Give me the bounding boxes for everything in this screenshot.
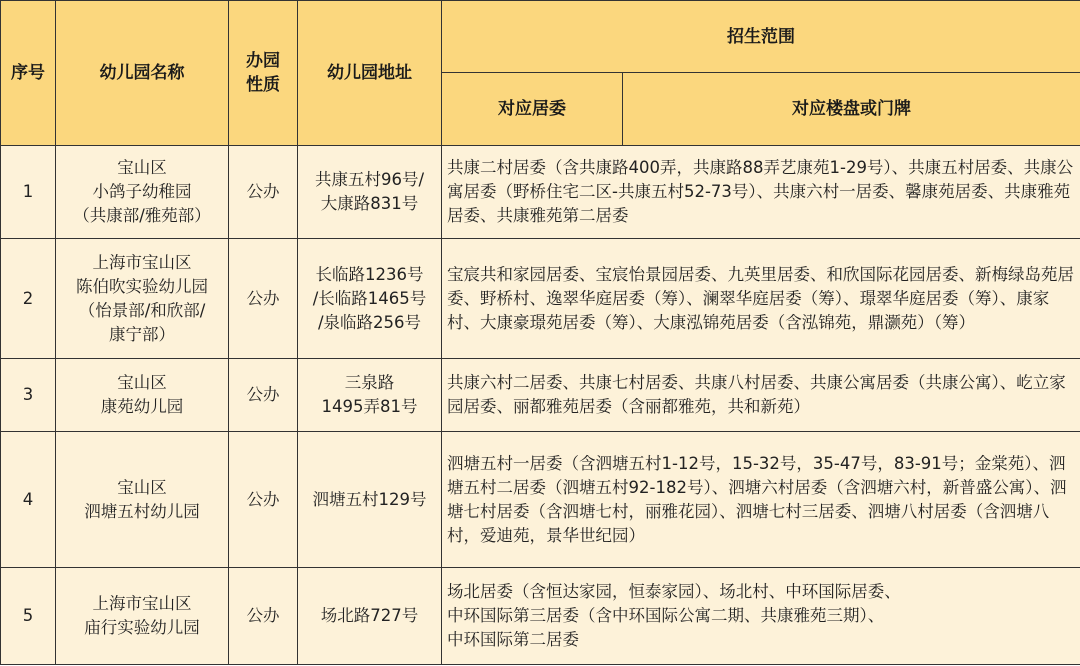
cell-nature: 公办 <box>229 239 298 359</box>
address-line: /长临路1465号 <box>312 288 427 308</box>
address-line: 1495弄81号 <box>321 397 418 416</box>
cell-address <box>298 432 442 568</box>
table-row <box>1 568 1080 665</box>
name-line: 宝山区 <box>117 477 167 497</box>
header-nature <box>229 1 298 146</box>
address-line: 三泉路 <box>344 373 395 392</box>
cell-name <box>56 432 229 568</box>
table-row <box>1 432 1080 568</box>
header-scope: 招生范围 <box>442 1 1080 73</box>
name-line: 小鸽子幼稚园 <box>92 182 192 201</box>
cell-seq: 4 <box>1 432 56 568</box>
name-line: 上海市宝山区 <box>92 252 192 272</box>
name-line: 庙行实验幼儿园 <box>84 618 200 637</box>
cell-name <box>56 239 229 359</box>
address-line: 共康五村96号/ <box>314 170 425 189</box>
header-seq: 序号 <box>1 1 56 146</box>
cell-scope: 泗塘五村一居委（含泗塘五村1-12号，15-32号，35-47号，83-91号；金棠苑）、泗塘五村二居委（泗塘五村92-182号）、泗塘六村居委（含泗塘六村，新普盛公寓）、泗塘七村居委（含泗塘七村，丽雅花园）、泗塘七村三居委、泗塘八村居委（含泗塘八村，爱迪苑，景华世纪园） <box>442 432 1080 568</box>
address-line: 大康路831号 <box>320 194 419 213</box>
header-committee: 对应居委 <box>442 73 623 146</box>
header-name: 幼儿园名称 <box>56 1 229 146</box>
cell-nature: 公办 <box>229 359 298 432</box>
cell-scope <box>442 568 1080 665</box>
address-line: 泗塘五村129号 <box>312 489 427 509</box>
header-buildings: 对应楼盘或门牌 <box>623 73 1080 146</box>
cell-nature: 公办 <box>229 568 298 665</box>
scope-line: 场北居委（含恒达家园，恒泰家园）、场北村、中环国际居委、 <box>447 582 901 601</box>
cell-seq: 3 <box>1 359 56 432</box>
name-line: 泗塘五村幼儿园 <box>84 501 200 521</box>
table-row <box>1 239 1080 359</box>
cell-address <box>298 568 442 665</box>
header-nature-line: 性质 <box>246 75 280 95</box>
address-line: /泉临路256号 <box>317 312 422 332</box>
scope-line: 中环国际第二居委 <box>447 630 579 649</box>
cell-seq: 2 <box>1 239 56 359</box>
cell-name <box>56 359 229 432</box>
address-line: 长临路1236号 <box>315 264 424 284</box>
cell-name <box>56 146 229 239</box>
cell-address <box>298 359 442 432</box>
name-line: 康苑幼儿园 <box>100 397 184 416</box>
cell-scope: 共康六村二居委、共康七村居委、共康八村居委、共康公寓居委（共康公寓）、屹立家园居委、丽都雅苑居委（含丽都雅苑，共和新苑） <box>442 359 1080 432</box>
cell-nature: 公办 <box>229 146 298 239</box>
name-line: 宝山区 <box>117 373 167 392</box>
header-nature-line: 办园 <box>246 51 280 71</box>
cell-address <box>298 239 442 359</box>
cell-scope: 宝宸共和家园居委、宝宸怡景园居委、九英里居委、和欣国际花园居委、新梅绿岛苑居委、野桥村、逸翠华庭居委（筹）、澜翠华庭居委（筹）、璟翠华庭居委（筹）、康家村、大康豪璟苑居委（筹）、大康泓锦苑居委（含泓锦苑，鼎灏苑）（筹） <box>442 239 1080 359</box>
header-address: 幼儿园地址 <box>298 1 442 146</box>
cell-scope: 共康二村居委（含共康路400弄，共康路88弄艺康苑1-29号）、共康五村居委、共康公寓居委（野桥住宅二区-共康五村52-73号）、共康六村一居委、馨康苑居委、共康雅苑居委、共康雅苑第二居委 <box>442 146 1080 239</box>
name-line: （共康部/雅苑部） <box>73 206 211 225</box>
table-row <box>1 146 1080 239</box>
cell-name <box>56 568 229 665</box>
cell-seq: 1 <box>1 146 56 239</box>
address-line: 场北路727号 <box>320 606 419 625</box>
table-row <box>1 359 1080 432</box>
name-line: 康宁部） <box>109 324 175 344</box>
name-line: （怡景部/和欣部/ <box>78 300 206 320</box>
name-line: 上海市宝山区 <box>92 594 192 613</box>
name-line: 宝山区 <box>117 158 167 177</box>
cell-address <box>298 146 442 239</box>
scope-line: 中环国际第三居委（含中环国际公寓二期、共康雅苑三期）、 <box>447 606 885 625</box>
name-line: 陈伯吹实验幼儿园 <box>76 276 208 296</box>
cell-nature: 公办 <box>229 432 298 568</box>
cell-seq: 5 <box>1 568 56 665</box>
